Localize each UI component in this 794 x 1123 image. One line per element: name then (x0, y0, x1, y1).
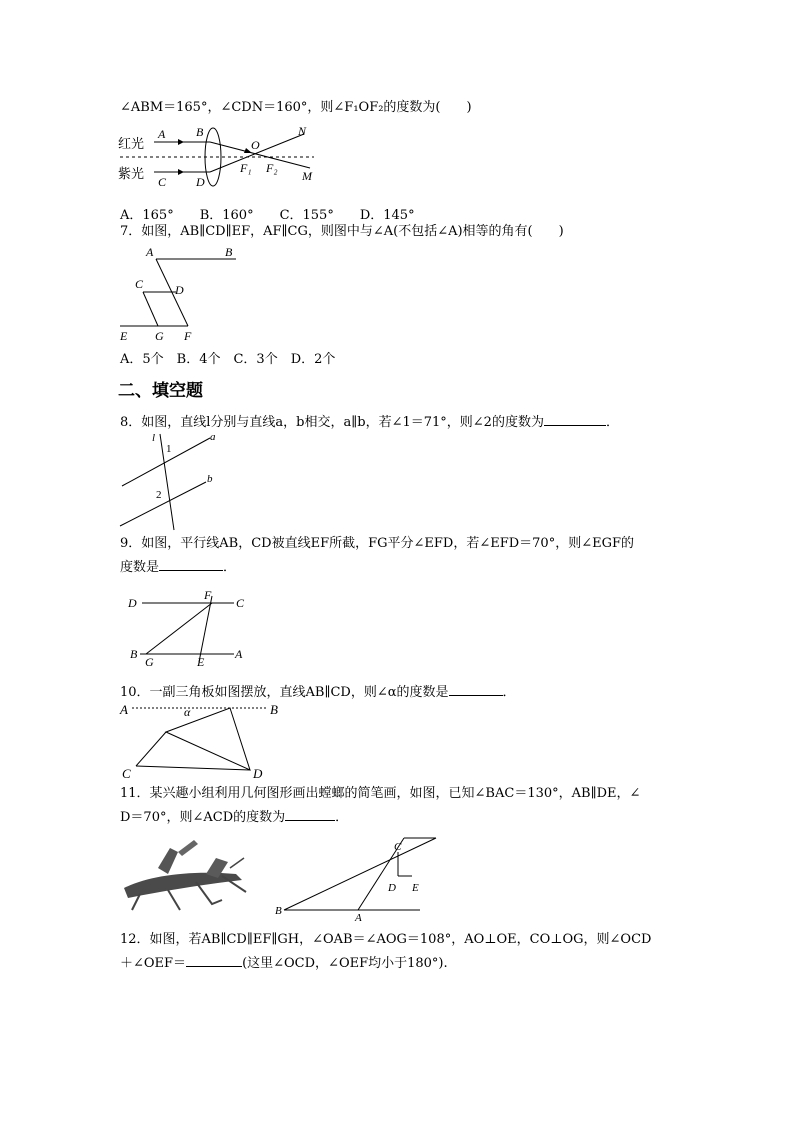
q10-D: D (253, 766, 263, 781)
q10-stem: 10．一副三角板如图摆放，直线AB∥CD，则∠α的度数是 (120, 685, 449, 700)
q9-C: C (236, 596, 245, 610)
q9-text-line2 (120, 557, 236, 576)
q8-figure (118, 430, 228, 532)
q7-options: A．5个 B．4个 C．3个 D．2个 (120, 352, 336, 367)
q11-C: C (394, 841, 402, 853)
q9-text-line1: 9．如图，平行线AB，CD被直线EF所截，FG平分∠EFD，若∠EFD＝70°，则∠EGF的 (120, 536, 634, 551)
q9-E: E (197, 655, 205, 669)
q12-text-line1: 12．如图，若AB∥CD∥EF∥GH，∠OAB＝∠AOG＝108°，AO⊥OE，CO⊥OG，则∠OCD (120, 932, 652, 947)
q9-B: B (130, 647, 138, 661)
q12-answer-blank (186, 953, 242, 967)
q7-D: D (175, 283, 184, 297)
q6-N: N (298, 124, 307, 138)
q11-text-line1: 11．某兴趣小组利用几何图形画出螳螂的简笔画，如图，已知∠BAC＝130°，AB∥DE，∠ (120, 786, 641, 801)
q7-text: 7．如图，AB∥CD∥EF，AF∥CG，则图中与∠A(不包括∠A)相等的角有( ) (120, 224, 564, 239)
q11-answer-blank (285, 807, 335, 821)
q7-C: C (135, 277, 144, 291)
q8-2: 2 (156, 489, 162, 501)
q12-text-line2 (120, 953, 448, 972)
q11-end: ． (335, 810, 349, 825)
q10-figure (118, 698, 288, 782)
q6-figure (118, 122, 328, 192)
q6-options: A．165° B．160° C．155° D．145° (120, 208, 415, 223)
q9-A: A (235, 647, 243, 661)
q6-label-red: 红光 (118, 137, 145, 152)
q6-F2: F₂ (266, 161, 278, 175)
q7-G: G (155, 329, 164, 343)
q7-A: A (146, 245, 154, 259)
q8-text (120, 412, 619, 431)
q6-label-purple: 紫光 (118, 167, 145, 182)
q11-figure (270, 834, 442, 922)
q12-stem: ＋∠OEF＝ (120, 956, 187, 971)
q6-O: O (251, 138, 260, 152)
q10-end: ． (502, 685, 516, 700)
q11-D: D (388, 882, 396, 894)
q6-F1: F₁ (240, 161, 252, 175)
section-title: 二、填空题 (118, 381, 203, 401)
q9-end: ． (223, 560, 237, 575)
q9-D: D (128, 596, 137, 610)
q8-l: l (152, 432, 156, 444)
q11-stem: D＝70°，则∠ACD的度数为 (120, 810, 286, 825)
q8-answer-blank (544, 412, 606, 426)
q10-alpha: α (184, 705, 191, 719)
q11-B: B (275, 905, 282, 917)
q6-A: A (158, 127, 166, 141)
q9-G: G (145, 655, 154, 669)
q8-end: ． (605, 415, 619, 430)
mantis-photo (118, 838, 252, 914)
q10-A: A (120, 702, 128, 717)
q6-C: C (158, 175, 167, 189)
q8-b: b (207, 473, 213, 485)
q8-a: a (210, 431, 216, 443)
q8-1: 1 (166, 443, 172, 455)
q7-E: E (120, 329, 128, 343)
q9-stem: 度数是 (120, 560, 160, 575)
q12-tail: (这里∠OCD，∠OEF均小于180°). (242, 956, 448, 971)
q9-F: F (204, 588, 212, 602)
q8-stem: 8．如图，直线l分别与直线a，b相交，a∥b，若∠1＝71°，则∠2的度数为 (120, 415, 544, 430)
q10-answer-blank (449, 682, 503, 696)
q6-D: D (196, 175, 205, 189)
q9-figure (126, 588, 256, 668)
q11-text-line2 (120, 807, 348, 826)
q10-B: B (270, 702, 278, 717)
q6-B: B (196, 125, 204, 139)
q9-answer-blank (159, 557, 223, 571)
q11-E: E (412, 882, 419, 894)
q6-M: M (302, 169, 312, 183)
q7-F: F (184, 329, 192, 343)
q6-text: ∠ABM＝165°，∠CDN＝160°，则∠F₁OF₂的度数为( ) (120, 100, 472, 115)
q10-C: C (122, 766, 131, 781)
q7-B: B (225, 245, 233, 259)
q11-A: A (355, 912, 362, 924)
q7-figure (118, 244, 248, 344)
